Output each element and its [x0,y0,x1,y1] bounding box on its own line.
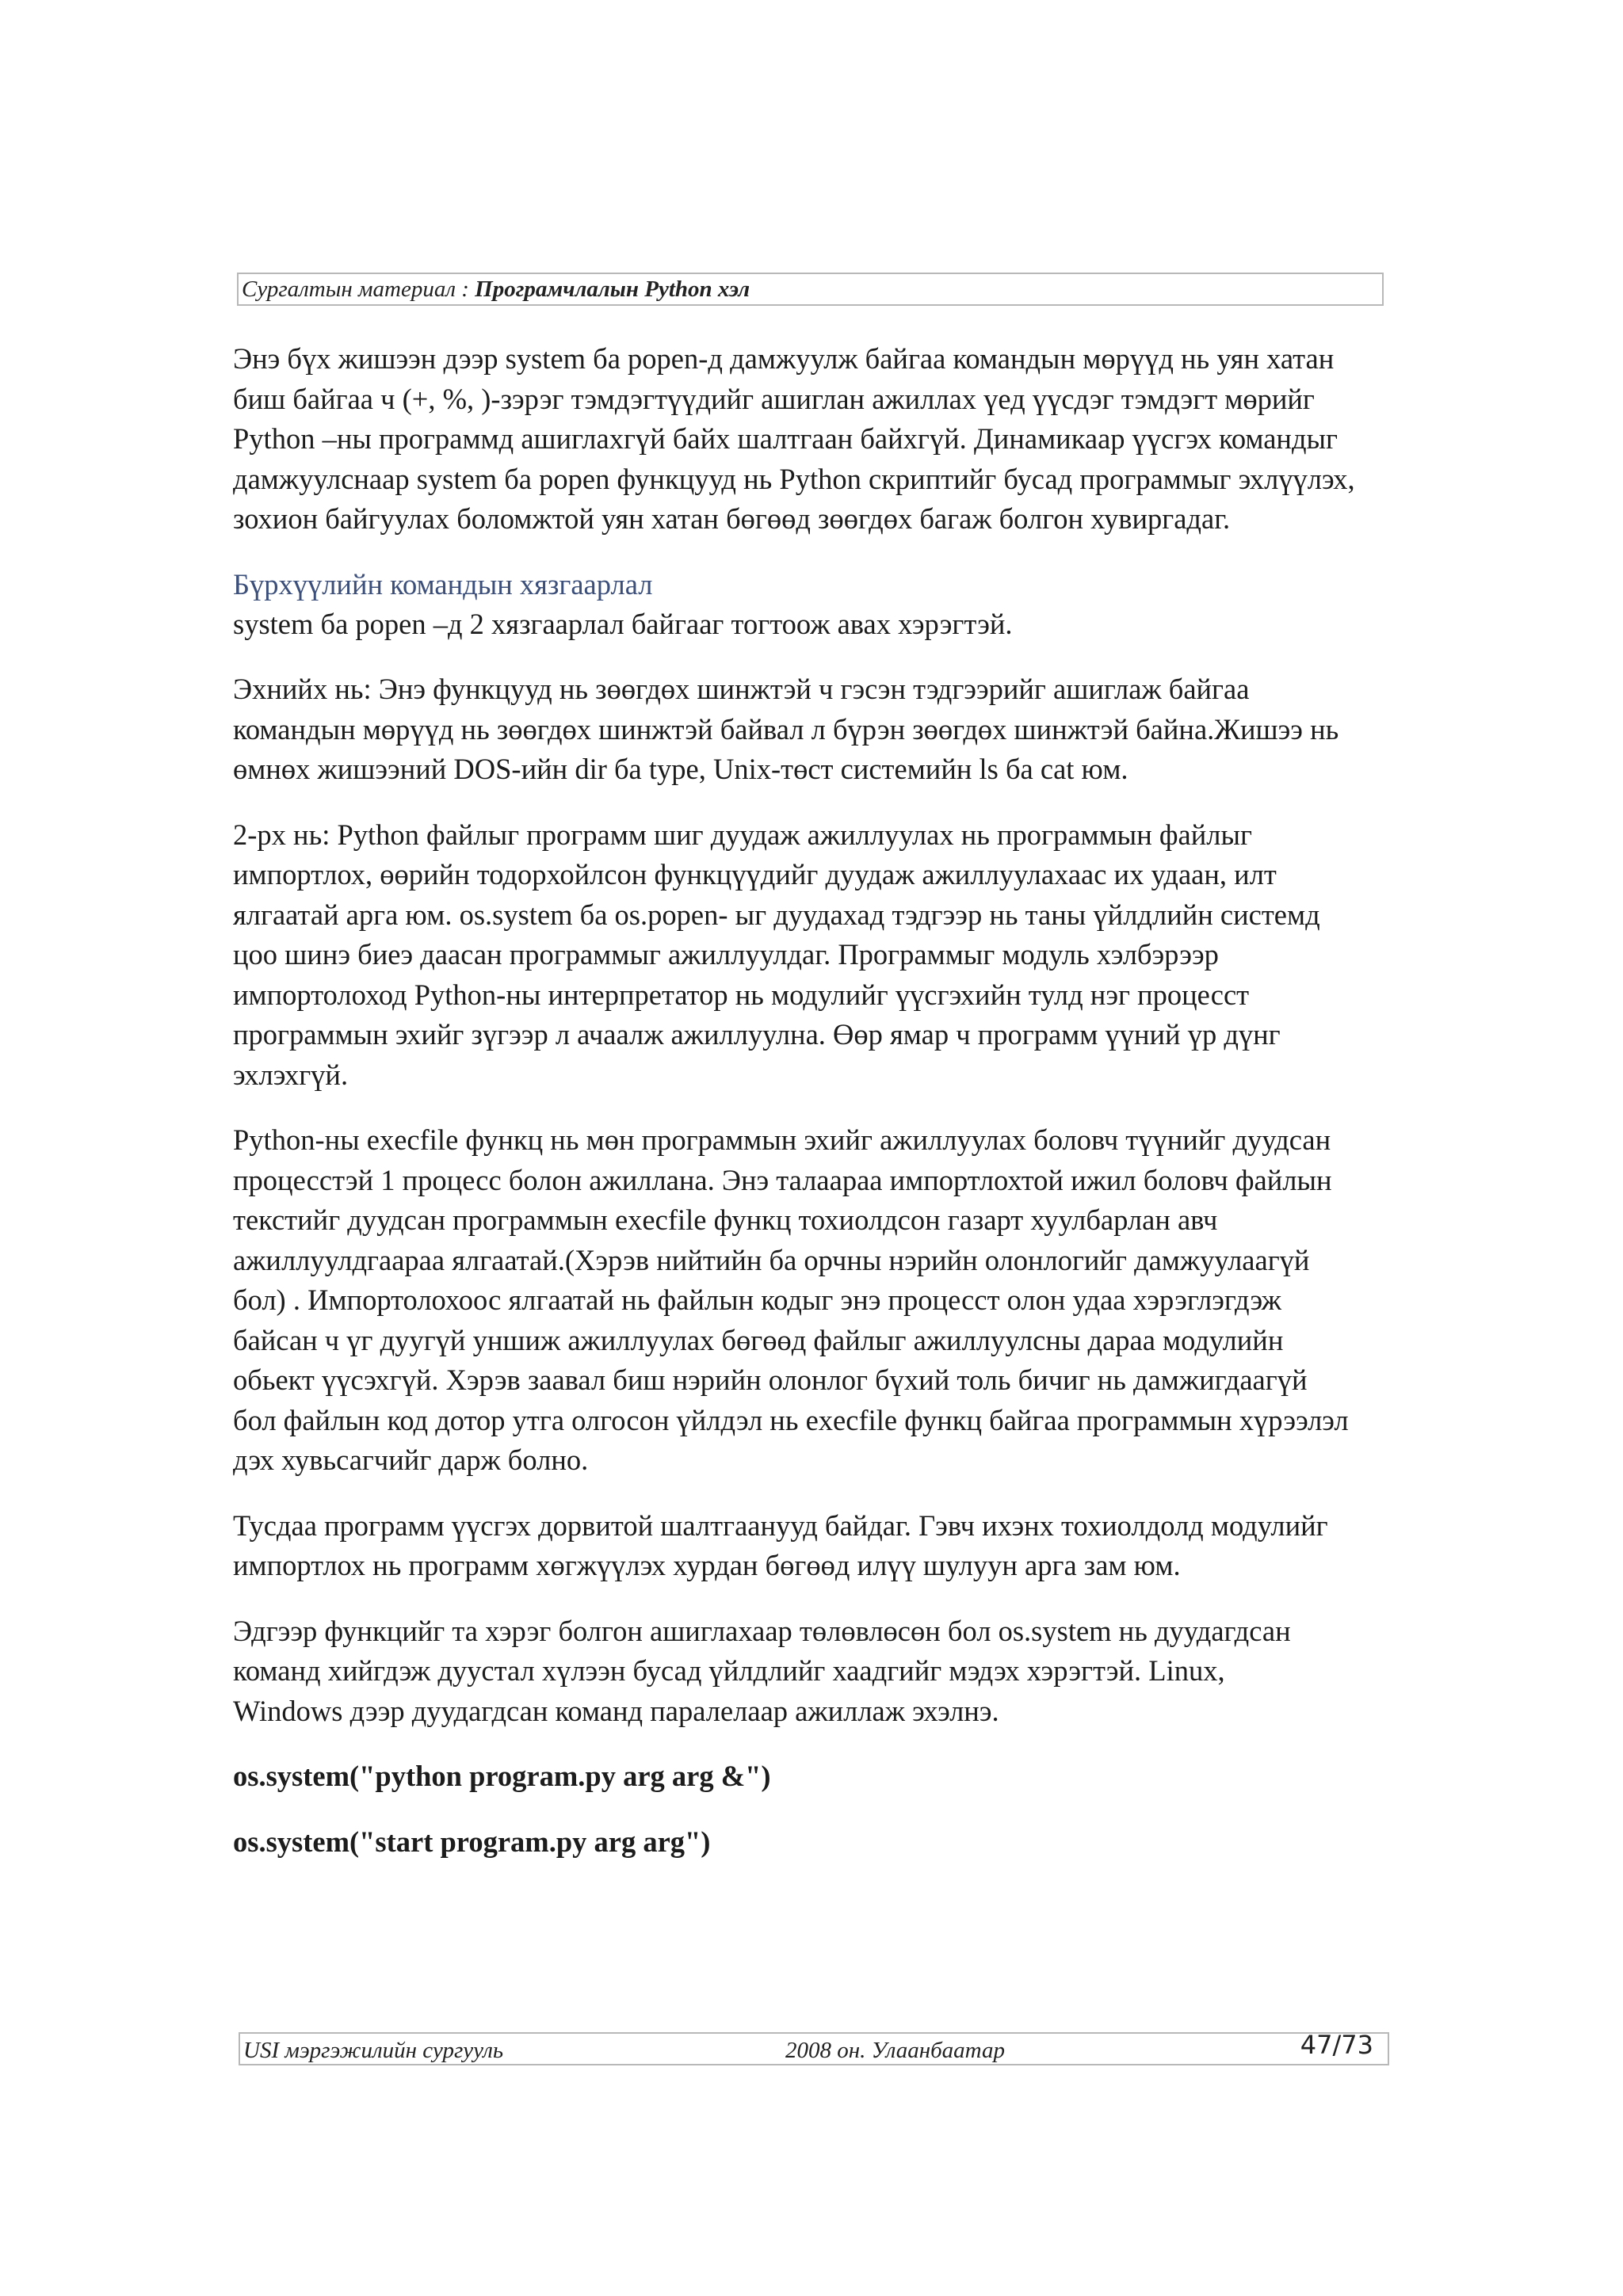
text-line: Windows дээр дуудагдсан команд паралелаар ажиллаж эхэлнэ. [233,1694,999,1727]
text-line: обьект үүсэхгүй. Хэрэв заавал биш нэрийн олонлог бүхий толь бичиг нь дамжигдаагүй [233,1363,1308,1396]
paragraph-1 [233,339,1402,540]
code-example-2: os.system("start program.py arg arg") [233,1825,711,1858]
text-line: Python –ны программд ашиглахгүй байх шалтгаан байхгүй. Динамикаар үүсгэх командыг [233,422,1338,455]
text-line: импортлох, өөрийн тодорхойлсон функцүүдийг дуудаж ажиллуулахаас их удаан, илт [233,858,1277,891]
text-line: зохион байгуулах боломжтой уян хатан бөгөөд зөөгдөх багаж болгон хувиргадаг. [233,502,1231,535]
paragraph-4 [233,815,1402,1096]
text-line: дамжуулснаар system ба popen функцууд нь Python скриптийг бусад программыг эхлүүлэх, [233,462,1355,495]
text-line: импортлох нь программ хөгжүүлэх хурдан бөгөөд илүү шулуун арга зам юм. [233,1549,1181,1581]
text-line: Энэ бүх жишээн дээр system ба popen-д дамжуулж байгаа командын мөрүүд нь уян хатан [233,342,1335,375]
text-line: байсан ч үг дуугүй уншиж ажиллуулах бөгөөд файлыг ажиллуулсны дараа модулийн [233,1323,1284,1356]
code-example-1: os.system("python program.py arg arg &") [233,1760,771,1792]
text-line: дэх хувьсагчийг дарж болно. [233,1444,589,1476]
text-line: ялгаатай арга юм. os.system ба os.popen- ыг дуудахад тэдгээр нь таны үйлдлийн системд [233,898,1320,931]
text-line: system ба popen –д 2 хязгаарлал байгааг тогтоож авах хэрэгтэй. [233,607,1013,640]
text-line: импортолоход Python-ны интерпретатор нь модулийг үүсгэхийн тулд нэг процесст [233,978,1250,1011]
text-line: текстийг дуудсан программын execfile функц тохиолдсон газарт хуулбарлан авч [233,1203,1218,1236]
paragraph-5 [233,1120,1402,1481]
paragraph-2 [233,605,1402,645]
text-line: 2-рх нь: Python файлыг программ шиг дуудаж ажиллуулах нь программын файлыг [233,818,1252,851]
paragraph-7 [233,1611,1402,1732]
text-line: командын мөрүүд нь зөөгдөх шинжтэй байвал л бүрэн зөөгдөх шинжтэй байна.Жишээ нь [233,712,1339,746]
header-title: Програмчлалын Python хэл [475,277,750,302]
paragraph-6 [233,1506,1402,1586]
text-line: команд хийгдэж дуустал хүлээн бусад үйлдлийг хаадгийг мэдэх хэрэгтэй. Linux, [233,1654,1225,1687]
text-line: бол) . Импортолохоос ялгаатай нь файлын кодыг энэ процесст олон удаа хэрэглэгдэж [233,1283,1282,1316]
text-line: процесстэй 1 процесс болон ажиллана. Энэ талаараа импортлохтой ижил боловч файлын [233,1163,1332,1196]
header-prefix: Сургалтын материал : [242,277,475,302]
text-line: бол файлын код дотор утга олгосон үйлдэл нь execfile функц байгаа программын хүрээлэл [233,1403,1349,1436]
page-number: 47/73 [1300,2030,1373,2060]
page-header [237,273,1384,306]
section-heading: Бүрхүүлийн командын хязгаарлал [233,567,653,601]
text-line: программын эхийг зүгээр л ачаалж ажиллуулна. Өөр ямар ч программ үүний үр дүнг [233,1018,1281,1051]
text-line: Эдгээр функцийг та хэрэг болгон ашиглахаар төлөвлөсөн бол os.system нь дуудагдсан [233,1614,1291,1647]
text-line: өмнөх жишээний DOS-ийн dir ба type, Unix-төст системийн ls ба cat юм. [233,753,1128,785]
footer-school: USI мэргэжилийн сургууль [243,2038,504,2063]
body-text [233,339,1402,1887]
text-line: Эхнийх нь: Энэ функцууд нь зөөгдөх шинжтэй ч гэсэн тэдгээрийг ашиглаж байгаа [233,673,1250,705]
footer-year-city: 2008 он. Улаанбаатар [785,2038,1005,2063]
text-line: цоо шинэ биеэ даасан программыг ажиллуулдаг. Программыг модуль хэлбэрээр [233,938,1219,971]
text-line: Тусдаа программ үүсгэх дорвитой шалтгаанууд байдаг. Гэвч ихэнх тохиолдолд модулийг [233,1508,1328,1542]
page-footer [239,2032,1389,2065]
text-line: ажиллуулдгаараа ялгаатай.(Хэрэв нийтийн ба орчны нэрийн олонлогийг дамжуулаагүй [233,1243,1310,1276]
text-line: биш байгаа ч (+, %, )-зэрэг тэмдэгтүүдийг ашиглан ажиллах үед үүсдэг тэмдэгт мөрийг [233,382,1315,415]
text-line: эхлэхгүй. [233,1058,349,1091]
text-line: Python-ны execfile функц нь мөн программын эхийг ажиллуулах боловч түүнийг дуудсан [233,1123,1331,1156]
paragraph-3 [233,669,1402,790]
